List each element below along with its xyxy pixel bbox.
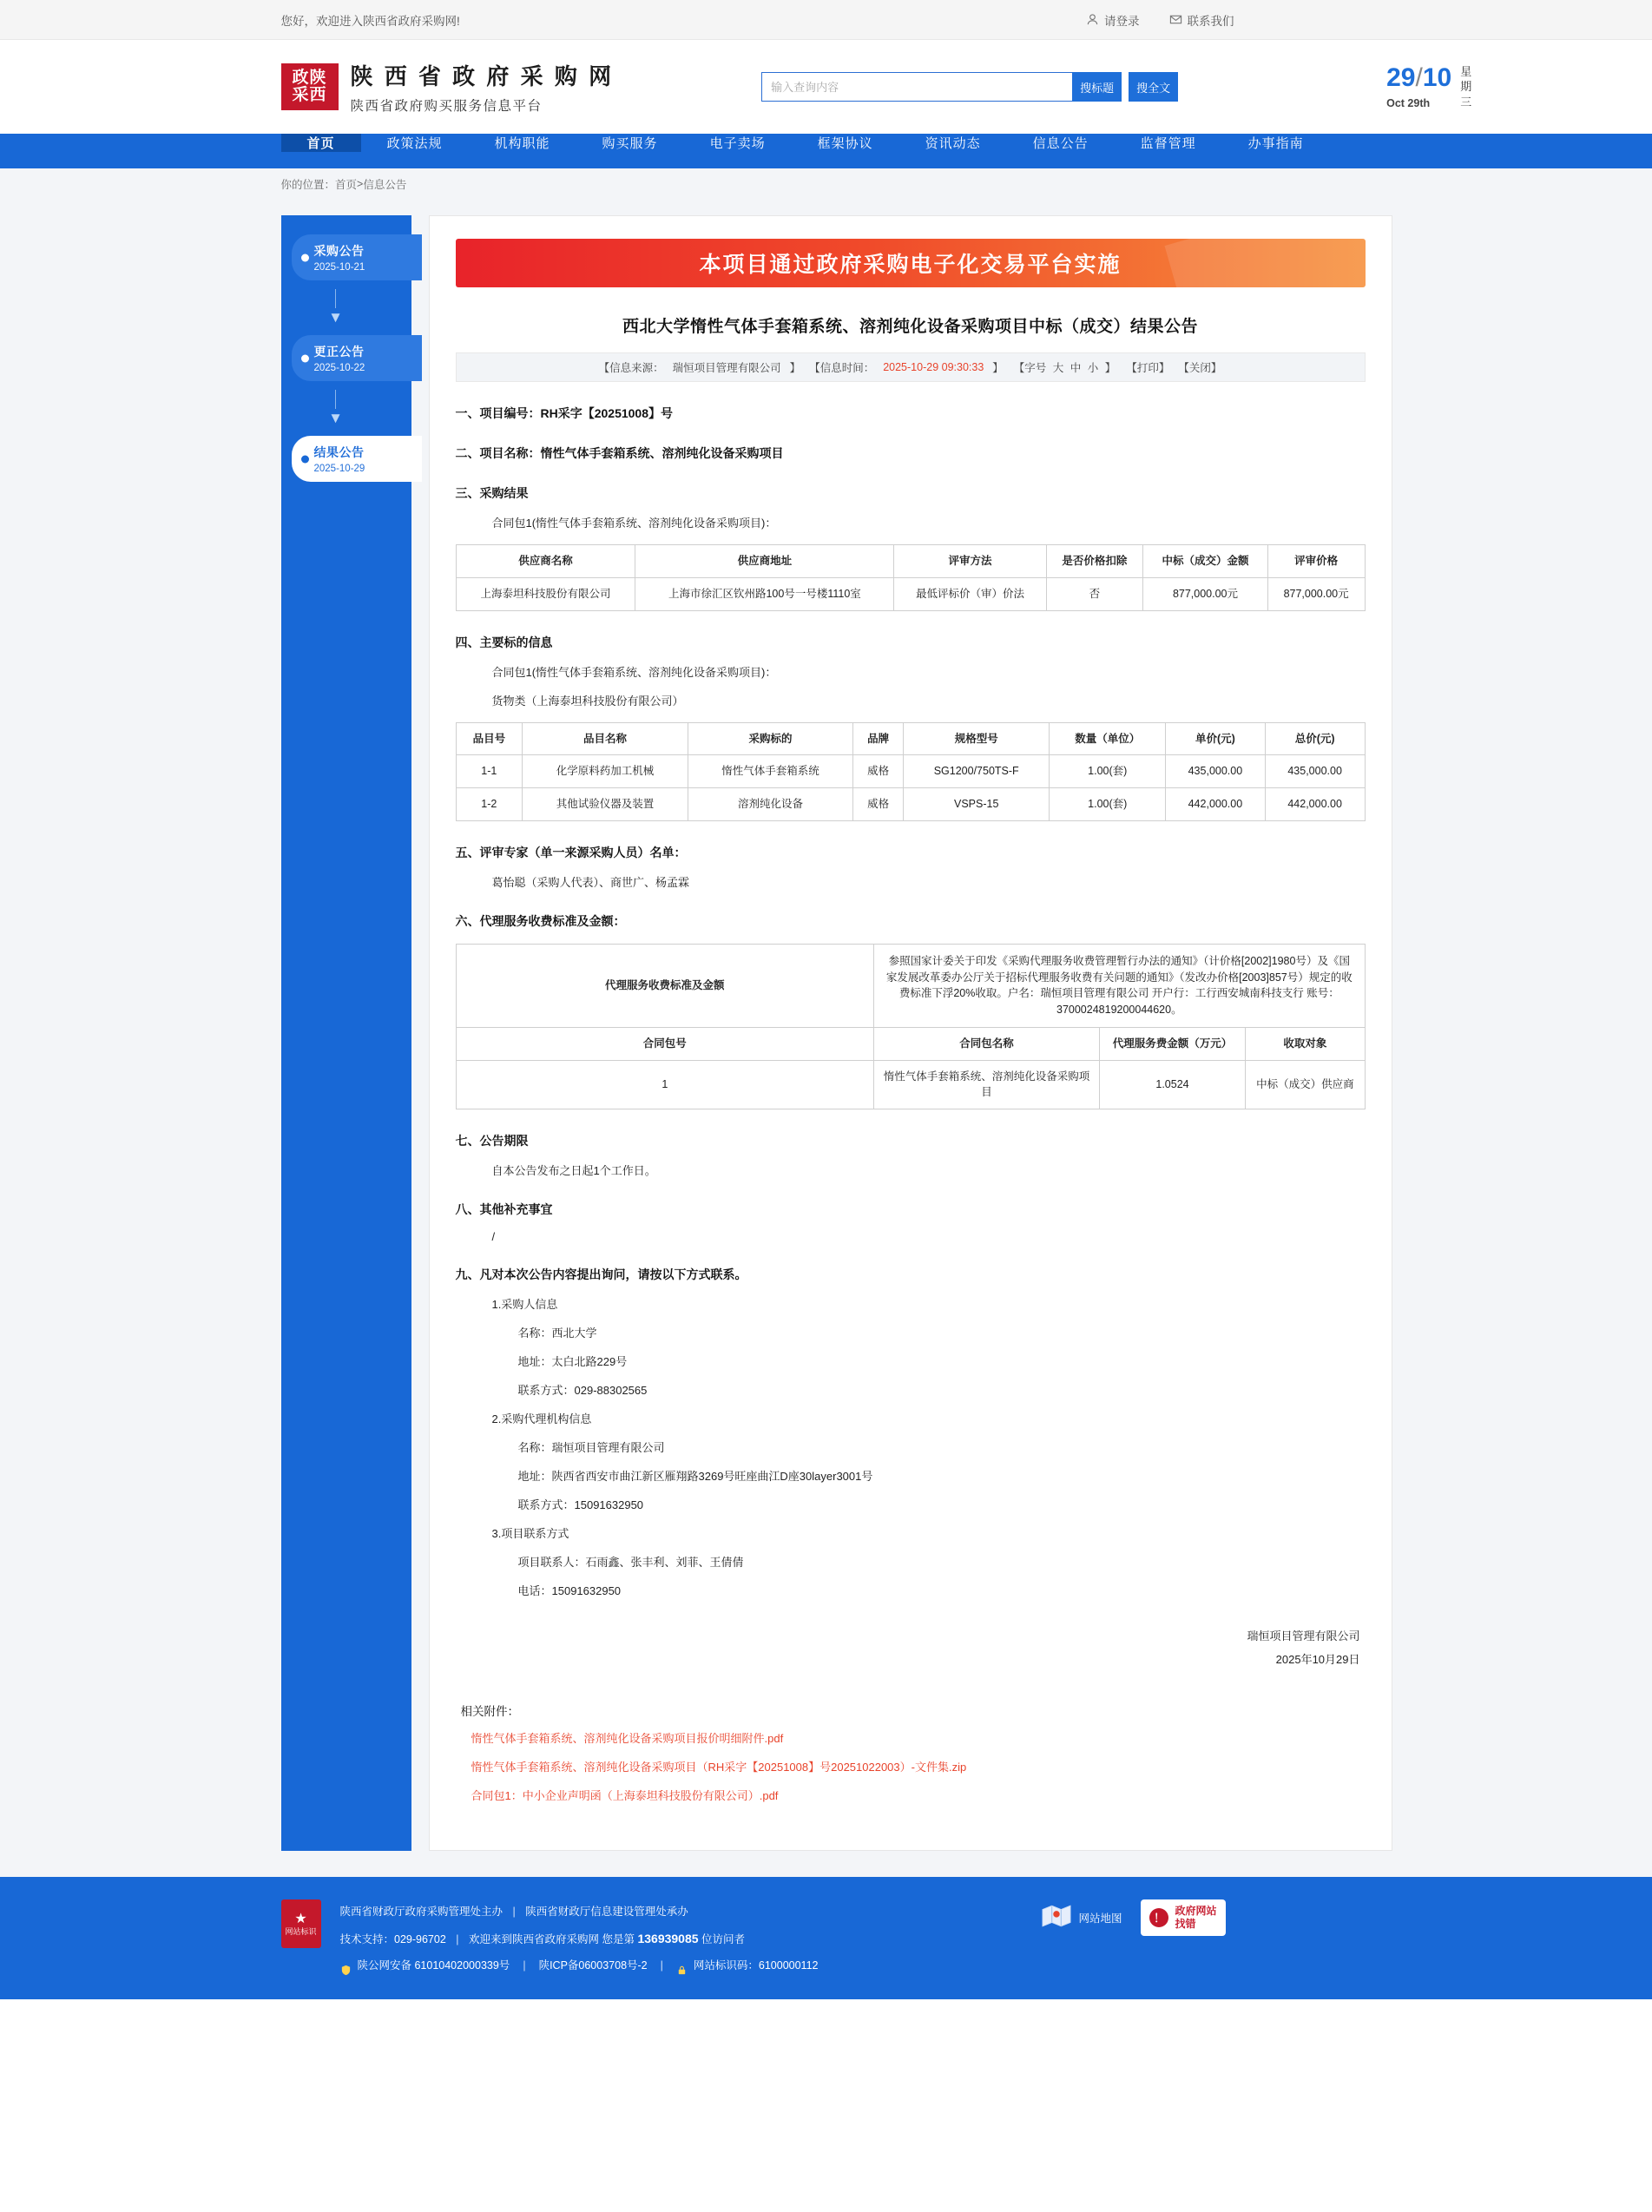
cell-model: VSPS-15: [903, 788, 1049, 821]
section-8-heading: 八、其他补充事宜: [455, 1202, 553, 1216]
nav-item-functions[interactable]: 机构职能: [494, 136, 550, 151]
contact-group-2-heading: 2.采购代理机构信息: [491, 1412, 592, 1425]
platform-banner: 本项目通过政府采购电子化交易平台实施: [456, 239, 1366, 287]
site-map-link[interactable]: [1042, 1904, 1122, 1931]
fee-standard-label: 代理服务收费标准及金额: [456, 944, 874, 1027]
sidebar-step-title: 更正公告: [313, 345, 365, 359]
footer-tech-support: 技术支持：029-96702: [339, 1932, 446, 1945]
lock-icon: [676, 1960, 688, 1972]
cell-package-name: 惰性气体手套箱系统、溶剂纯化设备采购项目: [874, 1060, 1100, 1109]
col-package-name: 合同包名称: [874, 1027, 1100, 1060]
cell-item-no: 1-1: [456, 755, 523, 788]
meta-time-value: 2025-10-29 09:30:33: [883, 361, 984, 373]
footer-line-records: 陕公网安备 61010402000339号 | 陕ICP备06003708号-2 | 网站标识码：6100000112: [340, 1953, 819, 1978]
footer-police-record[interactable]: 陕公网安备 61010402000339号: [357, 1959, 510, 1972]
nav-item-supervision[interactable]: 监督管理: [1140, 136, 1196, 151]
signature-block: [456, 1624, 1366, 1672]
section-7-body: 自本公告发布之日起1个工作日。: [491, 1164, 656, 1177]
contact-group-3-heading: 3.项目联系方式: [491, 1527, 569, 1540]
breadcrumb-bar: [0, 168, 1652, 200]
section-5-heading: 五、评审专家（单一来源采购人员）名单：: [455, 845, 687, 859]
login-link[interactable]: [1086, 11, 1140, 29]
site-footer: [0, 1877, 1652, 2000]
footer-operator: 陕西省财政厅信息建设管理处承办: [525, 1905, 688, 1918]
result-table: [456, 544, 1366, 611]
step-dot-icon: [301, 354, 309, 362]
agency-address: 地址：陕西省西安市曲江新区雁翔路3269号旺座曲江D座30layer3001号: [517, 1470, 873, 1483]
badge-sub: 找错: [1175, 1917, 1196, 1930]
footer-line-support: 技术支持：029-96702 | 欢迎来到陕西省政府采购网 您是第 136939085 位访问者: [339, 1931, 746, 1945]
gov-seal-icon: ★ 网站标识: [281, 1899, 321, 1948]
section-4-category-label: 货物类（上海泰坦科技股份有限公司）: [491, 694, 684, 708]
section-4-heading: 四、主要标的信息: [455, 635, 553, 649]
site-title: 陕 西 省 政 府 采 购 网: [350, 63, 615, 89]
breadcrumb-prefix: 你的位置：: [280, 179, 336, 191]
footer-site-id: 网站标识码：6100000112: [693, 1959, 819, 1972]
table-row: [456, 1060, 1365, 1109]
search-input[interactable]: [761, 72, 1072, 102]
meta-time-label: 【信息时间：: [809, 362, 875, 374]
sidebar-step-date: 2025-10-21: [313, 262, 365, 273]
cell-subject: 惰性气体手套箱系统: [688, 755, 853, 788]
announcement-content: [429, 215, 1392, 1851]
font-size-label: 【字号: [1013, 362, 1047, 374]
date-widget: 29/10 Oct 29th 星 期 三: [1386, 63, 1472, 110]
badge-title: 政府网站: [1175, 1904, 1217, 1917]
map-icon: [1042, 1904, 1071, 1931]
step-dot-icon: [301, 253, 309, 261]
col-review-price: 评审价格: [1267, 545, 1365, 578]
table-row: [456, 944, 1365, 1027]
breadcrumb: [167, 168, 1486, 200]
purchaser-address: 地址：太白北路229号: [517, 1355, 628, 1368]
table-header-row: [456, 545, 1365, 578]
font-size-medium[interactable]: 中: [1070, 362, 1082, 374]
attachment-link-2[interactable]: 惰性气体手套箱系统、溶剂纯化设备采购项目（RH采字【20251008】号20251022003）-文件集.zip: [471, 1760, 967, 1774]
date-month: 10: [1422, 63, 1452, 93]
table-header-row: [456, 1027, 1365, 1060]
attachment-link-1[interactable]: 惰性气体手套箱系统、溶剂纯化设备采购项目报价明细附件.pdf: [471, 1731, 784, 1745]
nav-item-framework[interactable]: 框架协议: [817, 136, 873, 151]
font-size-close: 】: [1104, 362, 1116, 374]
meta-source-label: 【信息来源：: [598, 362, 664, 374]
cell-item-name: 其他试验仪器及装置: [523, 788, 688, 821]
main-nav: [0, 134, 1652, 168]
sidebar-step-correction[interactable]: [292, 335, 422, 381]
logo-mark-line2: 采西: [292, 86, 327, 104]
col-supplier-name: 供应商名称: [456, 545, 635, 578]
cell-brand: 威格: [853, 755, 904, 788]
nav-item-policy[interactable]: 政策法规: [386, 136, 443, 151]
login-label: 请登录: [1104, 14, 1140, 28]
section-1-project-number: 一、项目编号：RH采字【20251008】号: [455, 406, 674, 420]
section-7-heading: 七、公告期限: [455, 1134, 529, 1148]
megaphone-icon: ！: [1149, 1908, 1168, 1927]
table-row: [456, 755, 1365, 788]
nav-item-purchase-service[interactable]: 购买服务: [602, 136, 658, 151]
logo-mark: [281, 63, 339, 110]
agency-phone: 联系方式：15091632950: [517, 1498, 644, 1511]
goods-table: [456, 722, 1366, 821]
page-title: 西北大学惰性气体手套箱系统、溶剂纯化设备采购项目中标（成交）结果公告: [622, 318, 1198, 336]
meta-time-close: 】: [992, 362, 1004, 374]
attachments-list: [456, 1729, 1366, 1803]
site-logo[interactable]: [281, 59, 615, 115]
project-contact-phone: 电话：15091632950: [517, 1584, 622, 1597]
cell-model: SG1200/750TS-F: [903, 755, 1049, 788]
cell-award-amount: 877,000.00元: [1143, 577, 1267, 610]
col-unit-price: 单价(元): [1166, 722, 1266, 755]
process-sidebar: [281, 215, 411, 1851]
nav-item-announcements[interactable]: 信息公告: [1032, 136, 1089, 151]
cell-item-no: 1-2: [456, 788, 523, 821]
sidebar-step-purchase[interactable]: [292, 234, 422, 280]
seal-label: 网站标识: [285, 1926, 317, 1936]
nav-item-home[interactable]: 首页: [281, 134, 361, 152]
nav-item-emall[interactable]: 电子卖场: [709, 136, 766, 151]
col-quantity: 数量（单位）: [1050, 722, 1166, 755]
footer-organizer: 陕西省财政厅政府采购管理处主办: [339, 1905, 503, 1918]
logo-mark-line1: 政陕: [292, 69, 327, 88]
breadcrumb-sep: >: [357, 178, 364, 190]
nav-item-news[interactable]: 资讯动态: [925, 136, 981, 151]
contact-link[interactable]: [1169, 11, 1234, 29]
site-map-label: 网站地图: [1078, 1912, 1122, 1925]
table-row: [456, 788, 1365, 821]
col-award-amount: 中标（成交）金额: [1143, 545, 1267, 578]
weekday-label: 星 期 三: [1460, 64, 1472, 109]
section-8-body: /: [491, 1230, 496, 1243]
date-english: Oct 29th: [1386, 97, 1431, 110]
arrow-down-icon-1: ▼: [281, 289, 411, 325]
sidebar-step-title: 结果公告: [313, 445, 365, 459]
footer-line-organizers: 陕西省财政厅政府采购管理处主办 | 陕西省财政厅信息建设管理处承办: [339, 1905, 688, 1918]
col-fee-amount: 代理服务费金额（万元）: [1099, 1027, 1245, 1060]
attachments-heading: 相关附件：: [460, 1704, 519, 1718]
agency-name: 名称：瑞恒项目管理有限公司: [517, 1441, 665, 1454]
agency-fee-table: [456, 944, 1366, 1109]
cell-review-method: 最低评标价（审）价法: [894, 577, 1046, 610]
meta-source-value: 瑞恒项目管理有限公司: [672, 362, 781, 374]
search-fulltext-button[interactable]: 搜全文: [1129, 72, 1178, 102]
col-package-no: 合同包号: [456, 1027, 874, 1060]
col-fee-payer: 收取对象: [1246, 1027, 1365, 1060]
sidebar-step-date: 2025-10-22: [313, 363, 365, 373]
table-header-row: [456, 722, 1365, 755]
greeting-text: 您好，欢迎进入陕西省政府采购网!: [280, 14, 460, 28]
cell-supplier-name: 上海泰坦科技股份有限公司: [456, 577, 635, 610]
search-title-button[interactable]: 搜标题: [1072, 72, 1122, 102]
signature-date: 2025年10月29日: [1275, 1653, 1360, 1667]
section-6-heading: 六、代理服务收费标准及金额：: [455, 913, 626, 928]
attachment-link-3[interactable]: 合同包1：中小企业声明函（上海泰坦科技股份有限公司）.pdf: [471, 1788, 779, 1802]
cell-quantity: 1.00(套): [1050, 788, 1166, 821]
sidebar-step-title: 采购公告: [313, 244, 365, 258]
cell-fee-amount: 1.0524: [1099, 1060, 1245, 1109]
footer-visit-count: 136939085: [637, 1931, 699, 1945]
breadcrumb-current: 信息公告: [363, 179, 407, 191]
footer-icp-record[interactable]: 陕ICP备06003708号-2: [538, 1959, 648, 1972]
section-3-heading: 三、采购结果: [455, 486, 529, 500]
document-meta-bar: [456, 352, 1366, 382]
cell-package-no: 1: [456, 1060, 874, 1109]
signature-company: 瑞恒项目管理有限公司: [1247, 1629, 1360, 1643]
col-subject: 采购标的: [688, 722, 853, 755]
cell-unit-price: 442,000.00: [1166, 788, 1266, 821]
col-supplier-address: 供应商地址: [635, 545, 894, 578]
section-2-project-name: 二、项目名称：惰性气体手套箱系统、溶剂纯化设备采购项目: [455, 446, 784, 460]
cell-subject: 溶剂纯化设备: [688, 788, 853, 821]
date-day: 29: [1386, 63, 1416, 93]
col-price-deduction: 是否价格扣除: [1046, 545, 1143, 578]
purchaser-phone: 联系方式：029-88302565: [517, 1384, 648, 1397]
cell-quantity: 1.00(套): [1050, 755, 1166, 788]
site-subtitle: 陕西省政府购买服务信息平台: [350, 99, 543, 114]
col-review-method: 评审方法: [894, 545, 1046, 578]
search-area: [761, 72, 1178, 102]
project-contact-persons: 项目联系人：石雨鑫、张丰利、刘菲、王倩倩: [517, 1556, 744, 1569]
contact-group-1-heading: 1.采购人信息: [491, 1298, 558, 1311]
user-icon: [1086, 13, 1099, 26]
site-header: [0, 40, 1652, 134]
section-3-package-label: 合同包1(惰性气体手套箱系统、溶剂纯化设备采购项目)：: [491, 517, 777, 530]
purchaser-name: 名称：西北大学: [517, 1327, 597, 1340]
close-button[interactable]: 【关闭】: [1178, 362, 1222, 374]
footer-visit-prefix: 欢迎来到陕西省政府采购网 您是第: [469, 1932, 635, 1945]
cell-unit-price: 435,000.00: [1166, 755, 1266, 788]
section-4-package-label: 合同包1(惰性气体手套箱系统、溶剂纯化设备采购项目)：: [491, 665, 777, 679]
cell-review-price: 877,000.00元: [1267, 577, 1365, 610]
font-size-controls: [1012, 359, 1118, 375]
print-button[interactable]: 【打印】: [1126, 362, 1170, 374]
envelope-icon: [1169, 13, 1182, 26]
gov-error-report-badge[interactable]: [1141, 1899, 1225, 1936]
footer-visit-suffix: 位访问者: [701, 1932, 746, 1945]
top-utility-bar: [0, 0, 1652, 40]
cell-supplier-address: 上海市徐汇区钦州路100号一号楼1110室: [635, 577, 894, 610]
meta-source-close: 】: [789, 362, 801, 374]
cell-item-name: 化学原料药加工机械: [523, 755, 688, 788]
cell-price-deduction: 否: [1046, 577, 1143, 610]
font-size-small[interactable]: 小: [1087, 362, 1099, 374]
cell-fee-payer: 中标（成交）供应商: [1246, 1060, 1365, 1109]
section-5-expert-list: 葛怡聪（采购人代表）、商世广、杨孟霖: [491, 875, 690, 889]
font-size-large[interactable]: 大: [1052, 362, 1064, 374]
nav-item-guide[interactable]: 办事指南: [1247, 136, 1304, 151]
sidebar-step-date: 2025-10-29: [313, 464, 365, 474]
shield-icon: [340, 1960, 352, 1972]
arrow-down-icon-2: ▼: [281, 390, 411, 425]
col-item-name: 品目名称: [523, 722, 688, 755]
col-brand: 品牌: [853, 722, 904, 755]
col-total-price: 总价(元): [1265, 722, 1365, 755]
table-row: [456, 577, 1365, 610]
cell-total-price: 442,000.00: [1265, 788, 1365, 821]
col-item-no: 品目号: [456, 722, 523, 755]
fee-standard-text: 参照国家计委关于印发《采购代理服务收费管理暂行办法的通知》（计价格[2002]1980号）及《国家发展改革委办公厅关于招标代理服务收费有关问题的通知》（发改办价格[2003]857号）规定的收费标准下浮20%收取。户名：瑞恒项目管理有限公司 开户行：工行西安城南科技支行 账号：3700024819200044620。: [874, 944, 1365, 1027]
cell-total-price: 435,000.00: [1265, 755, 1365, 788]
col-model: 规格型号: [903, 722, 1049, 755]
section-9-heading: 九、凡对本次公告内容提出询问，请按以下方式联系。: [455, 1267, 747, 1281]
step-dot-icon: [301, 455, 309, 463]
contact-label: 联系我们: [1187, 14, 1234, 28]
cell-brand: 威格: [853, 788, 904, 821]
sidebar-step-result[interactable]: [292, 436, 422, 482]
breadcrumb-home[interactable]: 首页: [335, 179, 358, 191]
